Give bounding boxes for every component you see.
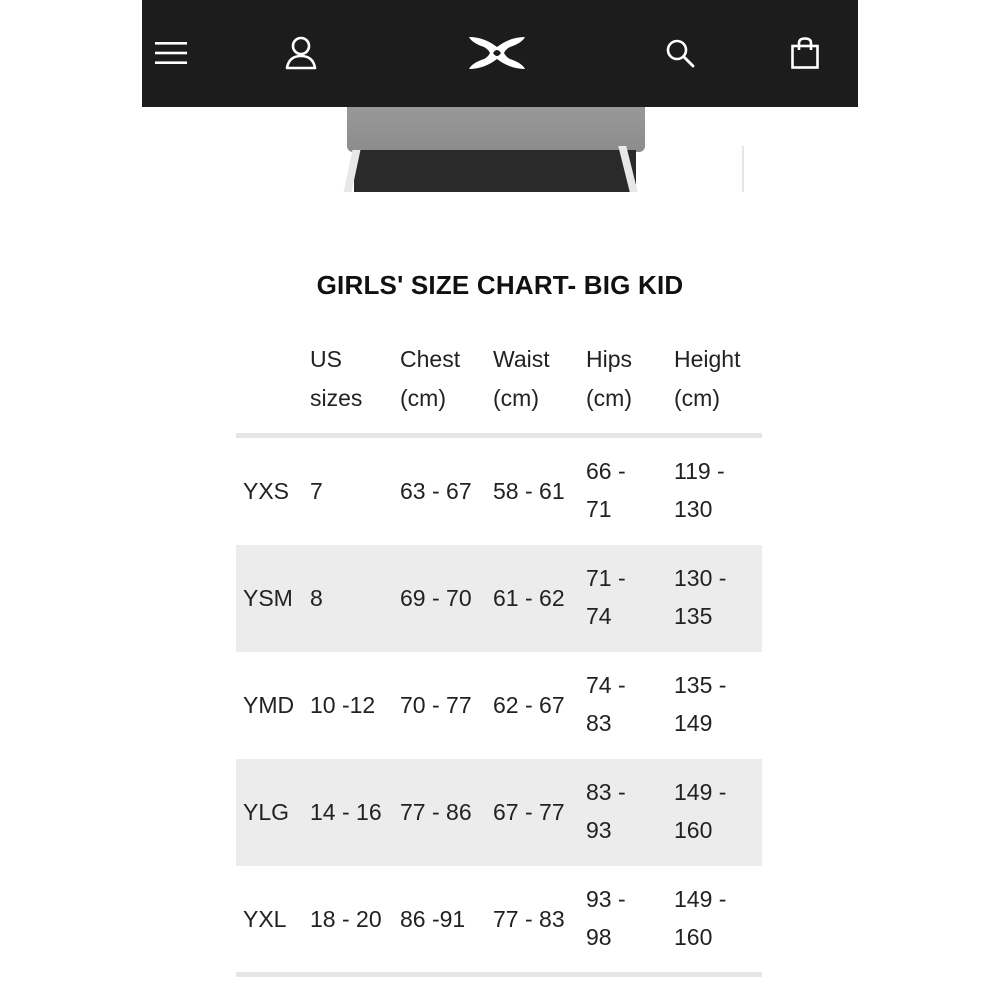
cell-line: 74 <box>586 603 612 629</box>
menu-icon <box>155 41 187 65</box>
cell-line: 149 - <box>674 779 727 805</box>
cell-line: 83 - <box>586 779 626 805</box>
size-chart-title: GIRLS' SIZE CHART- BIG KID <box>316 270 684 300</box>
cell-chest: 86 -91 <box>400 906 466 932</box>
cell-line: 135 - <box>674 672 727 698</box>
cell-chest: 63 - 67 <box>400 478 472 504</box>
cell-chest: 69 - 70 <box>400 585 472 611</box>
account-button[interactable] <box>278 30 324 76</box>
cell-hips <box>586 452 626 528</box>
cell-height <box>674 773 726 849</box>
cell-line: 93 <box>586 817 612 843</box>
cell-us: 8 <box>310 585 323 611</box>
cell-hips <box>586 773 626 849</box>
cell-waist: 58 - 61 <box>493 478 565 504</box>
column-header-line: Chest <box>400 346 461 372</box>
cell-size: YLG <box>243 799 290 825</box>
cell-waist: 67 - 77 <box>493 799 565 825</box>
site-header <box>142 0 858 107</box>
search-icon <box>665 38 695 68</box>
cell-size: YMD <box>243 692 295 718</box>
cell-height <box>674 559 726 635</box>
search-button[interactable] <box>657 30 703 76</box>
cell-us: 18 - 20 <box>310 906 382 932</box>
account-icon <box>285 36 317 70</box>
table-divider <box>236 972 762 977</box>
cell-hips <box>586 559 626 635</box>
cell-size: YSM <box>243 585 293 611</box>
column-header-height <box>674 340 740 418</box>
cell-line: 66 - <box>586 458 626 484</box>
cell-line: 71 <box>586 496 612 522</box>
cell-line: 74 - <box>586 672 626 698</box>
cell-size: YXS <box>243 478 290 504</box>
column-header-chest <box>400 340 460 418</box>
column-header-line: Hips <box>586 346 633 372</box>
cell-us: 14 - 16 <box>310 799 382 825</box>
under-armour-logo[interactable] <box>464 30 530 76</box>
column-header-line: (cm) <box>586 385 632 411</box>
cell-height <box>674 452 725 528</box>
shopping-bag-icon <box>791 37 819 69</box>
column-header-line: (cm) <box>493 385 539 411</box>
column-header-hips <box>586 340 632 418</box>
menu-button[interactable] <box>148 30 194 76</box>
cell-us: 10 -12 <box>310 692 376 718</box>
column-header-waist <box>493 340 550 418</box>
cell-line: 119 - <box>674 458 725 484</box>
column-header-line: (cm) <box>400 385 446 411</box>
cell-size: YXL <box>243 906 287 932</box>
under-armour-logo-icon <box>466 35 528 71</box>
cell-us: 7 <box>310 478 323 504</box>
column-header-line: US <box>310 346 342 372</box>
cell-chest: 77 - 86 <box>400 799 472 825</box>
cell-line: 160 <box>674 924 713 950</box>
cell-line: 135 <box>674 603 713 629</box>
column-header-line: sizes <box>310 385 363 411</box>
shopping-bag-button[interactable] <box>782 30 828 76</box>
page <box>142 0 858 1000</box>
cell-line: 71 - <box>586 565 626 591</box>
column-header-line: Height <box>674 346 741 372</box>
photo-shirt <box>347 100 645 152</box>
cell-line: 130 <box>674 496 713 522</box>
cell-line: 149 - <box>674 886 727 912</box>
cell-hips <box>586 666 626 742</box>
cell-line: 149 <box>674 710 713 736</box>
cell-height <box>674 880 726 956</box>
cell-height <box>674 666 726 742</box>
cell-line: 93 - <box>586 886 626 912</box>
cell-line: 130 - <box>674 565 727 591</box>
cell-waist: 62 - 67 <box>493 692 565 718</box>
cell-line: 83 <box>586 710 612 736</box>
photo-edge <box>742 146 744 192</box>
cell-waist: 77 - 83 <box>493 906 565 932</box>
photo-pants <box>354 150 636 192</box>
column-header-line: (cm) <box>674 385 720 411</box>
cell-waist: 61 - 62 <box>493 585 565 611</box>
cell-chest: 70 - 77 <box>400 692 472 718</box>
column-header-line: Waist <box>493 346 550 372</box>
cell-line: 160 <box>674 817 713 843</box>
cell-hips <box>586 880 626 956</box>
cell-line: 98 <box>586 924 612 950</box>
column-header-us <box>310 340 362 418</box>
